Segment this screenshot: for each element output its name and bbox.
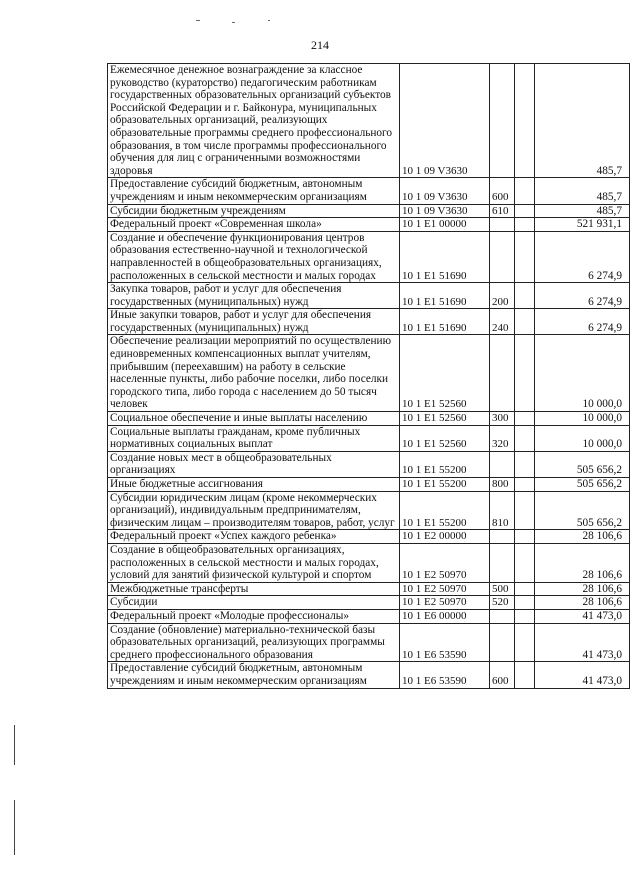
row-code: 10 1 E6 00000 — [400, 609, 490, 623]
row-amount: 28 106,6 — [535, 543, 630, 582]
row-empty-cell — [515, 64, 535, 178]
row-name: Обеспечение реализации мероприятий по осуществлению единовременных компенсационных выплат учителям, прибывшим (переехавшим) на работу в сельские населенные пункты, либо рабочие поселки, либо поселки городского типа, либо города с населением до 50 тысяч человек — [108, 335, 400, 412]
row-name: Федеральный проект «Успех каждого ребенка» — [108, 530, 400, 544]
row-code: 10 1 E6 53590 — [400, 662, 490, 688]
row-name: Закупка товаров, работ и услуг для обеспечения государственных (муниципальных) нужд — [108, 283, 400, 309]
budget-table — [107, 63, 630, 689]
row-name: Субсидии — [108, 596, 400, 610]
row-code: 10 1 E1 55200 — [400, 451, 490, 477]
row-amount: 6 274,9 — [535, 231, 630, 282]
row-amount: 10 000,0 — [535, 425, 630, 451]
table-row — [108, 662, 630, 688]
row-code: 10 1 09 V3630 — [400, 178, 490, 204]
row-code: 10 1 09 V3630 — [400, 204, 490, 218]
row-expense-type — [490, 623, 515, 662]
row-expense-type: 600 — [490, 178, 515, 204]
table-row — [108, 491, 630, 530]
row-code: 10 1 E2 00000 — [400, 530, 490, 544]
row-amount: 521 931,1 — [535, 218, 630, 232]
row-empty-cell — [515, 623, 535, 662]
row-amount: 28 106,6 — [535, 596, 630, 610]
row-empty-cell — [515, 218, 535, 232]
row-name: Создание (обновление) материально-технической базы образовательных организаций, реализующих программы среднего профессионального образования — [108, 623, 400, 662]
table-row — [108, 178, 630, 204]
row-expense-type — [490, 335, 515, 412]
margin-mark — [14, 800, 15, 855]
table-row — [108, 451, 630, 477]
row-name: Социальное обеспечение и иные выплаты населению — [108, 412, 400, 426]
row-amount: 485,7 — [535, 204, 630, 218]
table-row — [108, 425, 630, 451]
row-name: Создание новых мест в общеобразовательных организациях — [108, 451, 400, 477]
table-row — [108, 530, 630, 544]
row-expense-type: 200 — [490, 283, 515, 309]
row-empty-cell — [515, 543, 535, 582]
row-amount: 485,7 — [535, 64, 630, 178]
row-name: Федеральный проект «Молодые профессионалы» — [108, 609, 400, 623]
table-row — [108, 309, 630, 335]
row-expense-type — [490, 609, 515, 623]
row-code: 10 1 E2 50970 — [400, 596, 490, 610]
row-name: Создание в общеобразовательных организациях, расположенных в сельской местности и малых городах, условий для занятий физической культурой и спортом — [108, 543, 400, 582]
table-row — [108, 335, 630, 412]
row-empty-cell — [515, 491, 535, 530]
row-amount: 505 656,2 — [535, 451, 630, 477]
row-expense-type: 300 — [490, 412, 515, 426]
scan-speck — [232, 22, 235, 23]
row-amount: 6 274,9 — [535, 309, 630, 335]
margin-mark — [14, 725, 15, 765]
row-code: 10 1 E1 51690 — [400, 309, 490, 335]
row-amount: 41 473,0 — [535, 609, 630, 623]
table-row — [108, 478, 630, 492]
row-expense-type — [490, 218, 515, 232]
table-body — [108, 64, 630, 689]
row-code: 10 1 E1 00000 — [400, 218, 490, 232]
table-row — [108, 412, 630, 426]
row-code: 10 1 E2 50970 — [400, 582, 490, 596]
row-code: 10 1 E2 50970 — [400, 543, 490, 582]
row-expense-type: 240 — [490, 309, 515, 335]
row-name: Субсидии бюджетным учреждениям — [108, 204, 400, 218]
row-amount: 28 106,6 — [535, 582, 630, 596]
table-row — [108, 543, 630, 582]
row-code: 10 1 E1 52560 — [400, 425, 490, 451]
row-expense-type: 610 — [490, 204, 515, 218]
row-code: 10 1 E1 55200 — [400, 478, 490, 492]
row-name: Федеральный проект «Современная школа» — [108, 218, 400, 232]
row-amount: 505 656,2 — [535, 491, 630, 530]
row-empty-cell — [515, 582, 535, 596]
row-empty-cell — [515, 204, 535, 218]
row-amount: 10 000,0 — [535, 412, 630, 426]
row-code: 10 1 E1 51690 — [400, 231, 490, 282]
table-row — [108, 283, 630, 309]
row-expense-type — [490, 231, 515, 282]
page-number: 214 — [311, 38, 329, 52]
row-empty-cell — [515, 412, 535, 426]
row-expense-type — [490, 543, 515, 582]
row-empty-cell — [515, 662, 535, 688]
row-name: Субсидии юридическим лицам (кроме некоммерческих организаций), индивидуальным предпринимателям, физическим лицам – производителям товаров, работ, услуг — [108, 491, 400, 530]
table-row — [108, 218, 630, 232]
table-row — [108, 204, 630, 218]
row-amount: 6 274,9 — [535, 283, 630, 309]
row-name: Создание и обеспечение функционирования центров образования естественно-научной и технологической направленностей в общеобразовательных организациях, расположенных в сельской местности и малых городах — [108, 231, 400, 282]
row-expense-type: 320 — [490, 425, 515, 451]
row-expense-type: 600 — [490, 662, 515, 688]
row-empty-cell — [515, 609, 535, 623]
row-expense-type — [490, 530, 515, 544]
row-code: 10 1 E1 55200 — [400, 491, 490, 530]
row-expense-type: 500 — [490, 582, 515, 596]
row-code: 10 1 E1 51690 — [400, 283, 490, 309]
row-empty-cell — [515, 231, 535, 282]
row-empty-cell — [515, 283, 535, 309]
row-empty-cell — [515, 425, 535, 451]
row-amount: 505 656,2 — [535, 478, 630, 492]
row-code: 10 1 E1 52560 — [400, 412, 490, 426]
row-empty-cell — [515, 309, 535, 335]
row-empty-cell — [515, 335, 535, 412]
row-expense-type — [490, 64, 515, 178]
row-name: Социальные выплаты гражданам, кроме публичных нормативных социальных выплат — [108, 425, 400, 451]
row-empty-cell — [515, 451, 535, 477]
row-expense-type: 800 — [490, 478, 515, 492]
row-empty-cell — [515, 478, 535, 492]
scan-speck — [196, 20, 200, 21]
table-row — [108, 609, 630, 623]
row-amount: 485,7 — [535, 178, 630, 204]
row-amount: 41 473,0 — [535, 662, 630, 688]
table-row — [108, 623, 630, 662]
row-expense-type: 810 — [490, 491, 515, 530]
table-row — [108, 596, 630, 610]
row-name: Предоставление субсидий бюджетным, автономным учреждениям и иным некоммерческим организациям — [108, 662, 400, 688]
row-empty-cell — [515, 596, 535, 610]
table-row — [108, 64, 630, 178]
row-empty-cell — [515, 530, 535, 544]
row-empty-cell — [515, 178, 535, 204]
table-row — [108, 231, 630, 282]
row-name: Предоставление субсидий бюджетным, автономным учреждениям и иным некоммерческим организациям — [108, 178, 400, 204]
row-expense-type: 520 — [490, 596, 515, 610]
row-name: Иные закупки товаров, работ и услуг для обеспечения государственных (муниципальных) нужд — [108, 309, 400, 335]
row-amount: 41 473,0 — [535, 623, 630, 662]
row-code: 10 1 E6 53590 — [400, 623, 490, 662]
row-name: Ежемесячное денежное вознаграждение за классное руководство (кураторство) педагогическим работникам государственных образовательных организаций субъектов Российской Федерации и г. Байконура, муниципальных образовательных организаций, реализующих образовательные программы среднего профессионального образования, в том числе программы профессионального обучения для лиц с ограниченными возможностями здоровья — [108, 64, 400, 178]
row-code: 10 1 E1 52560 — [400, 335, 490, 412]
table-row — [108, 582, 630, 596]
row-name: Межбюджетные трансферты — [108, 582, 400, 596]
row-amount: 28 106,6 — [535, 530, 630, 544]
row-code: 10 1 09 V3630 — [400, 64, 490, 178]
row-amount: 10 000,0 — [535, 335, 630, 412]
scan-speck — [268, 20, 270, 21]
row-name: Иные бюджетные ассигнования — [108, 478, 400, 492]
row-expense-type — [490, 451, 515, 477]
